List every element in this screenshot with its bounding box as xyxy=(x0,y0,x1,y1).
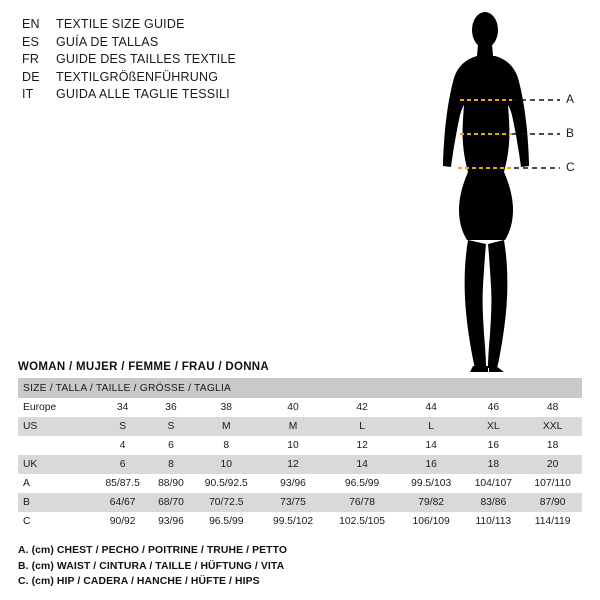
table-row xyxy=(18,493,582,512)
cell: 8 xyxy=(192,436,261,455)
cell: XXL xyxy=(523,417,582,436)
cell: 18 xyxy=(523,436,582,455)
row-label: UK xyxy=(18,455,95,474)
cell: 10 xyxy=(192,455,261,474)
row-label: Europe xyxy=(18,398,95,417)
cell: 99.5/102 xyxy=(261,512,325,531)
cell: 96.5/99 xyxy=(192,512,261,531)
cell: 76/78 xyxy=(325,493,399,512)
language-list xyxy=(22,16,322,104)
table-row xyxy=(18,512,582,531)
group-title: WOMAN / MUJER / FEMME / FRAU / DONNA xyxy=(18,361,270,373)
language-code: IT xyxy=(22,87,34,101)
row-label: C xyxy=(18,512,95,531)
cell: 40 xyxy=(261,398,325,417)
language-row-es xyxy=(22,34,322,52)
cell: 6 xyxy=(150,436,191,455)
cell: 70/72.5 xyxy=(192,493,261,512)
table-row xyxy=(18,417,582,436)
cell: 16 xyxy=(463,436,523,455)
table-header-row xyxy=(18,378,582,398)
table-row xyxy=(18,436,582,455)
cell: 85/87.5 xyxy=(95,474,150,493)
table-row xyxy=(18,398,582,417)
cell: 96.5/99 xyxy=(325,474,399,493)
cell: L xyxy=(399,417,463,436)
language-title: TEXTILE SIZE GUIDE xyxy=(56,17,185,31)
cell: L xyxy=(325,417,399,436)
body-measurement-figure xyxy=(400,6,590,378)
cell: 36 xyxy=(150,398,191,417)
cell: 10 xyxy=(261,436,325,455)
language-title: GUÍA DE TALLAS xyxy=(56,34,159,49)
marker-label-c: C xyxy=(566,160,575,174)
cell: 20 xyxy=(523,455,582,474)
cell: 6 xyxy=(95,455,150,474)
cell: M xyxy=(261,417,325,436)
cell: 73/75 xyxy=(261,493,325,512)
legend-line-c: C. (cm) HIP / CADERA / HANCHE / HÜFTE / HIPS xyxy=(18,576,260,587)
cell: M xyxy=(192,417,261,436)
table-row xyxy=(18,455,582,474)
language-code: DE xyxy=(22,69,40,84)
language-title: GUIDA ALLE TAGLIE TESSILI xyxy=(56,87,230,101)
cell: 90.5/92.5 xyxy=(192,474,261,493)
cell: 107/110 xyxy=(523,474,582,493)
language-code: EN xyxy=(22,17,40,31)
cell: 38 xyxy=(192,398,261,417)
cell: 114/119 xyxy=(523,512,582,531)
cell: S xyxy=(95,417,150,436)
cell: 104/107 xyxy=(463,474,523,493)
cell: 110/113 xyxy=(463,512,523,531)
language-title: GUIDE DES TAILLES TEXTILE xyxy=(56,52,237,66)
marker-label-a: A xyxy=(566,92,575,106)
cell: 93/96 xyxy=(261,474,325,493)
cell: 90/92 xyxy=(95,512,150,531)
cell: XL xyxy=(463,417,523,436)
cell: 48 xyxy=(523,398,582,417)
cell: 14 xyxy=(399,436,463,455)
size-table xyxy=(18,378,582,531)
cell: 18 xyxy=(463,455,523,474)
legend-line-a: A. (cm) CHEST / PECHO / POITRINE / TRUHE / PETTO xyxy=(18,545,288,556)
cell: 46 xyxy=(463,398,523,417)
cell: 4 xyxy=(95,436,150,455)
legend-line-b: B. (cm) WAIST / CINTURA / TAILLE / HÜFTUNG / VITA xyxy=(18,560,285,572)
cell: 34 xyxy=(95,398,150,417)
cell: 42 xyxy=(325,398,399,417)
row-label xyxy=(18,436,95,455)
row-label: US xyxy=(18,417,95,436)
cell: 99.5/103 xyxy=(399,474,463,493)
cell: 87/90 xyxy=(523,493,582,512)
size-header-cell: SIZE / TALLA / TAILLE / GRÖSSE / TAGLIA xyxy=(18,378,582,398)
language-row-de xyxy=(22,69,322,87)
cell: 102.5/105 xyxy=(325,512,399,531)
language-title: TEXTILGRÖßENFÜHRUNG xyxy=(56,69,219,84)
woman-silhouette-icon xyxy=(400,6,590,378)
cell: 88/90 xyxy=(150,474,191,493)
row-label: B xyxy=(18,493,95,512)
marker-label-b: B xyxy=(566,126,575,140)
measurement-legend xyxy=(18,543,578,590)
cell: 83/86 xyxy=(463,493,523,512)
cell: 68/70 xyxy=(150,493,191,512)
language-row-fr xyxy=(22,51,322,69)
cell: 8 xyxy=(150,455,191,474)
cell: 79/82 xyxy=(399,493,463,512)
cell: 93/96 xyxy=(150,512,191,531)
cell: 12 xyxy=(261,455,325,474)
cell: 12 xyxy=(325,436,399,455)
cell: 64/67 xyxy=(95,493,150,512)
language-row-en xyxy=(22,16,322,34)
table-row xyxy=(18,474,582,493)
cell: 16 xyxy=(399,455,463,474)
language-code: FR xyxy=(22,52,40,66)
language-code: ES xyxy=(22,34,40,49)
cell: 14 xyxy=(325,455,399,474)
cell: 106/109 xyxy=(399,512,463,531)
cell: S xyxy=(150,417,191,436)
row-label: A xyxy=(18,474,95,493)
cell: 44 xyxy=(399,398,463,417)
language-row-it xyxy=(22,86,322,104)
